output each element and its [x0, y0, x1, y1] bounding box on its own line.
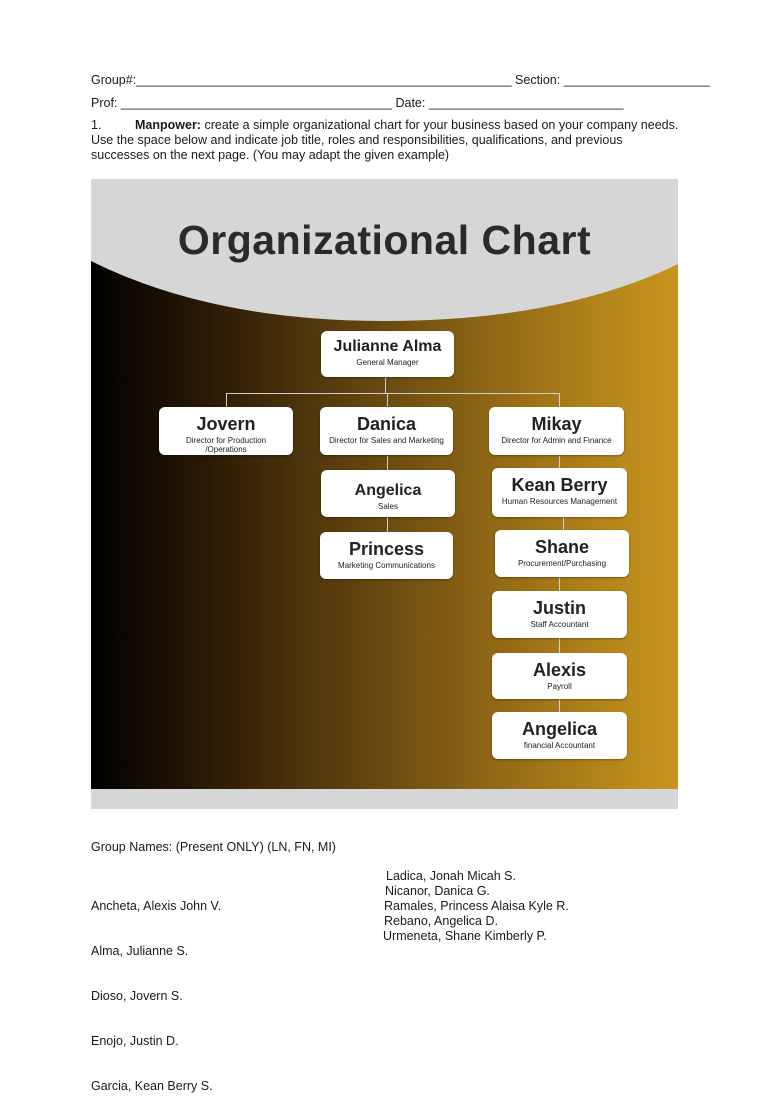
connector-directors-horizontal [226, 393, 560, 394]
org-name: Princess [348, 539, 425, 559]
org-role: Procurement/Purchasing [517, 559, 607, 568]
org-box-director-production [159, 407, 293, 455]
group-member-name: Ancheta, Alexis John V. [91, 899, 222, 913]
org-role: Director for Sales and Marketing [329, 436, 444, 445]
org-box-marketing [320, 532, 453, 579]
connector-alexis-angelica [559, 699, 560, 712]
group-member-name: Dioso, Jovern S. [91, 989, 183, 1003]
org-role: Staff Accountant [530, 620, 589, 629]
org-box-hr [492, 468, 627, 517]
connector-gm-down [385, 377, 386, 393]
group-member-name: Nicanor, Danica G. [385, 884, 490, 898]
group-member-name: Ladica, Jonah Micah S. [386, 869, 516, 883]
org-box-staff-accountant [492, 591, 627, 638]
connector-shane-justin [559, 577, 560, 591]
org-name: Mikay [531, 414, 582, 434]
group-member-name: Alma, Julianne S. [91, 944, 189, 958]
connector-kean-shane [563, 517, 564, 530]
org-role: General Manager [356, 358, 419, 367]
prof-date-line: Prof: _______________________________________ Date: ____________________________ [91, 96, 624, 110]
org-name: Justin [532, 598, 586, 618]
org-name: Angelica [521, 719, 598, 739]
org-role: Marketing Communications [338, 561, 435, 570]
group-member-name: Ramales, Princess Alaisa Kyle R. [384, 899, 569, 913]
instruction-bold-label: Manpower: [135, 118, 201, 132]
org-role: Human Resources Management [501, 497, 618, 506]
connector-jovern [226, 393, 227, 407]
group-member-name: Urmeneta, Shane Kimberly P. [383, 929, 547, 943]
chart-title: Organizational Chart [177, 217, 592, 263]
org-role: Sales [377, 502, 398, 511]
org-role: Director for Production /Operations [185, 436, 267, 454]
connector-angelica-princess [387, 517, 388, 532]
org-name: Jovern [196, 414, 256, 434]
org-box-procurement [495, 530, 629, 577]
org-name: Danica [356, 414, 417, 434]
connector-danica-angelica [387, 456, 388, 470]
group-member-name: Garcia, Kean Berry S. [91, 1079, 213, 1093]
org-name: Alexis [532, 660, 587, 680]
instruction-number: 1. [91, 118, 102, 132]
org-chart-image [91, 179, 678, 809]
instruction-paragraph [91, 118, 681, 163]
org-role: financial Accountant [523, 741, 596, 750]
org-role: Payroll [547, 682, 572, 691]
group-member-name: Enojo, Justin D. [91, 1034, 179, 1048]
group-names-left-column [91, 869, 221, 1109]
org-name: Julianne Alma [333, 338, 442, 355]
org-box-director-sales [320, 407, 453, 455]
org-box-director-admin [489, 407, 624, 455]
org-role: Director for Admin and Finance [501, 436, 612, 445]
org-box-payroll [492, 653, 627, 699]
org-name: Kean Berry [511, 475, 608, 495]
group-member-name: Rebano, Angelica D. [384, 914, 498, 928]
instruction-text: create a simple organizational chart for your business based on your company needs. Use the space below and indicate job title, roles and responsibilities, qualifications, and previous successes on the next page. (You may adapt the given example) [91, 118, 679, 162]
connector-mikay-kean [559, 456, 560, 468]
connector-mikay [559, 393, 560, 407]
org-box-sales [321, 470, 455, 517]
org-name: Shane [534, 537, 590, 557]
org-box-financial-accountant [492, 712, 627, 759]
org-name: Angelica [354, 482, 422, 499]
connector-justin-alexis [559, 638, 560, 653]
connector-danica [387, 393, 388, 407]
chart-bottom-band [91, 789, 678, 809]
group-names-heading: Group Names: (Present ONLY) (LN, FN, MI) [91, 840, 336, 854]
org-box-general-manager [321, 331, 454, 377]
group-section-line: Group#:______________________________________________________ Section: _____________________ [91, 73, 710, 87]
